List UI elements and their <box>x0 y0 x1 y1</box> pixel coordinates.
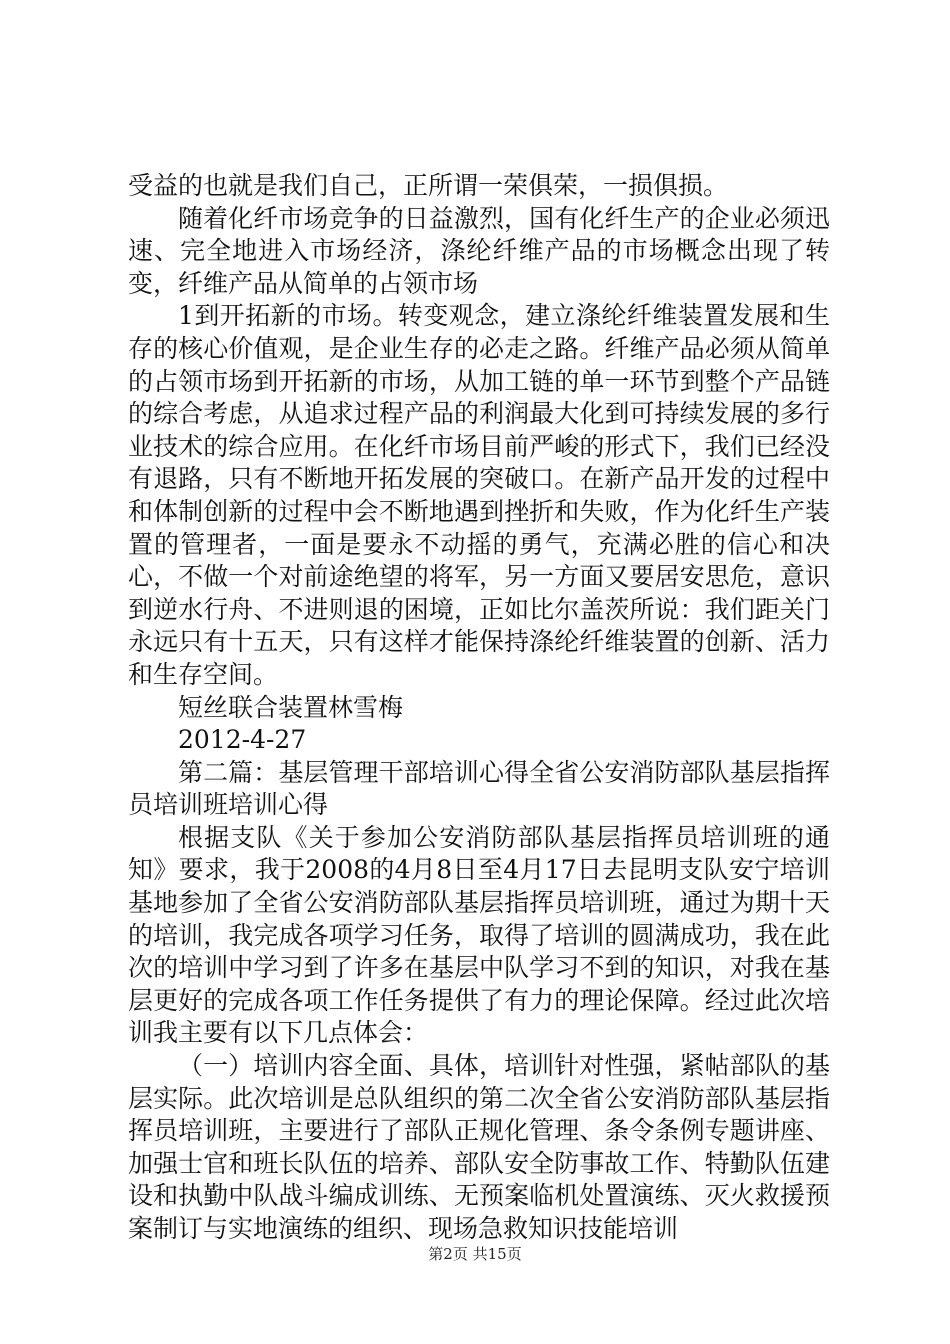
section-heading: 第二篇：基层管理干部培训心得全省公安消防部队基层指挥员培训班培训心得 <box>128 757 830 820</box>
page-footer: 第2页 共15页 <box>428 1245 522 1263</box>
paragraph-1: 受益的也就是我们自己，正所谓一荣俱荣，一损俱损。 <box>128 171 729 200</box>
paragraph-3: 1到开拓新的市场。转变观念，建立涤纶纤维装置发展和生存的核心价值观，是企业生存的必走之路。纤维产品必须从简单的占领市场到开拓新的市场，从加工链的单一环节到整个产品链的综合考虑，从追求过程产品的利润最大化到可持续发展的多行业技术的综合应用。在化纤市场目前严峻的形式下，我们已经没有退路，只有不断地开拓发展的突破口。在新产品开发的过程中和体制创新的过程中会不断地遇到挫折和失败，作为化纤生产装置的管理者，一面是要永不动摇的勇气，充满必胜的信心和决心，不做一个对前途绝望的将军，另一方面又要居安思危，意识到逆水行舟、不进则退的困境，正如比尔盖茨所说：我们距关门永远只有十五天，只有这样才能保持涤纶纤维装置的创新、活力和生存空间。 <box>128 301 830 689</box>
paragraph-7: 根据支队《关于参加公安消防部队基层指挥员培训班的通知》要求，我于2008的4月8日至4月17日去昆明支队安宁培训基地参加了全省公安消防部队基层指挥员培训班，通过为期十天的培训，我完成各项学习任务，取得了培训的圆满成功，我在此次的培训中学习到了许多在基层中队学习不到的知识，对我在基层更好的完成各项工作任务提供了有力的理论保障。经过此次培训我主要有以下几点体会： <box>128 822 830 1048</box>
paragraph-8: （一）培训内容全面、具体，培训针对性强，紧帖部队的基层实际。此次培训是总队组织的第二次全省公安消防部队基层指挥员培训班，主要进行了部队正规化管理、条令条例专题讲座、加强士官和班长队伍的培养、部队安全防事故工作、特勤队伍建设和执勤中队战斗编成训练、无预案临机处置演练、灭火救援预案制订与实地演练的组织、现场急救知识技能培训 <box>128 1051 830 1243</box>
paragraph-2: 随着化纤市场竞争的日益激烈，国有化纤生产的企业必须迅速、完全地进入市场经济，涤纶纤维产品的市场概念出现了转变，纤维产品从简单的占领市场 <box>128 203 830 298</box>
date-line: 2012-4-27 <box>178 725 307 755</box>
document-body <box>128 170 830 1246</box>
author-line: 短丝联合装置林雪梅 <box>178 692 404 722</box>
